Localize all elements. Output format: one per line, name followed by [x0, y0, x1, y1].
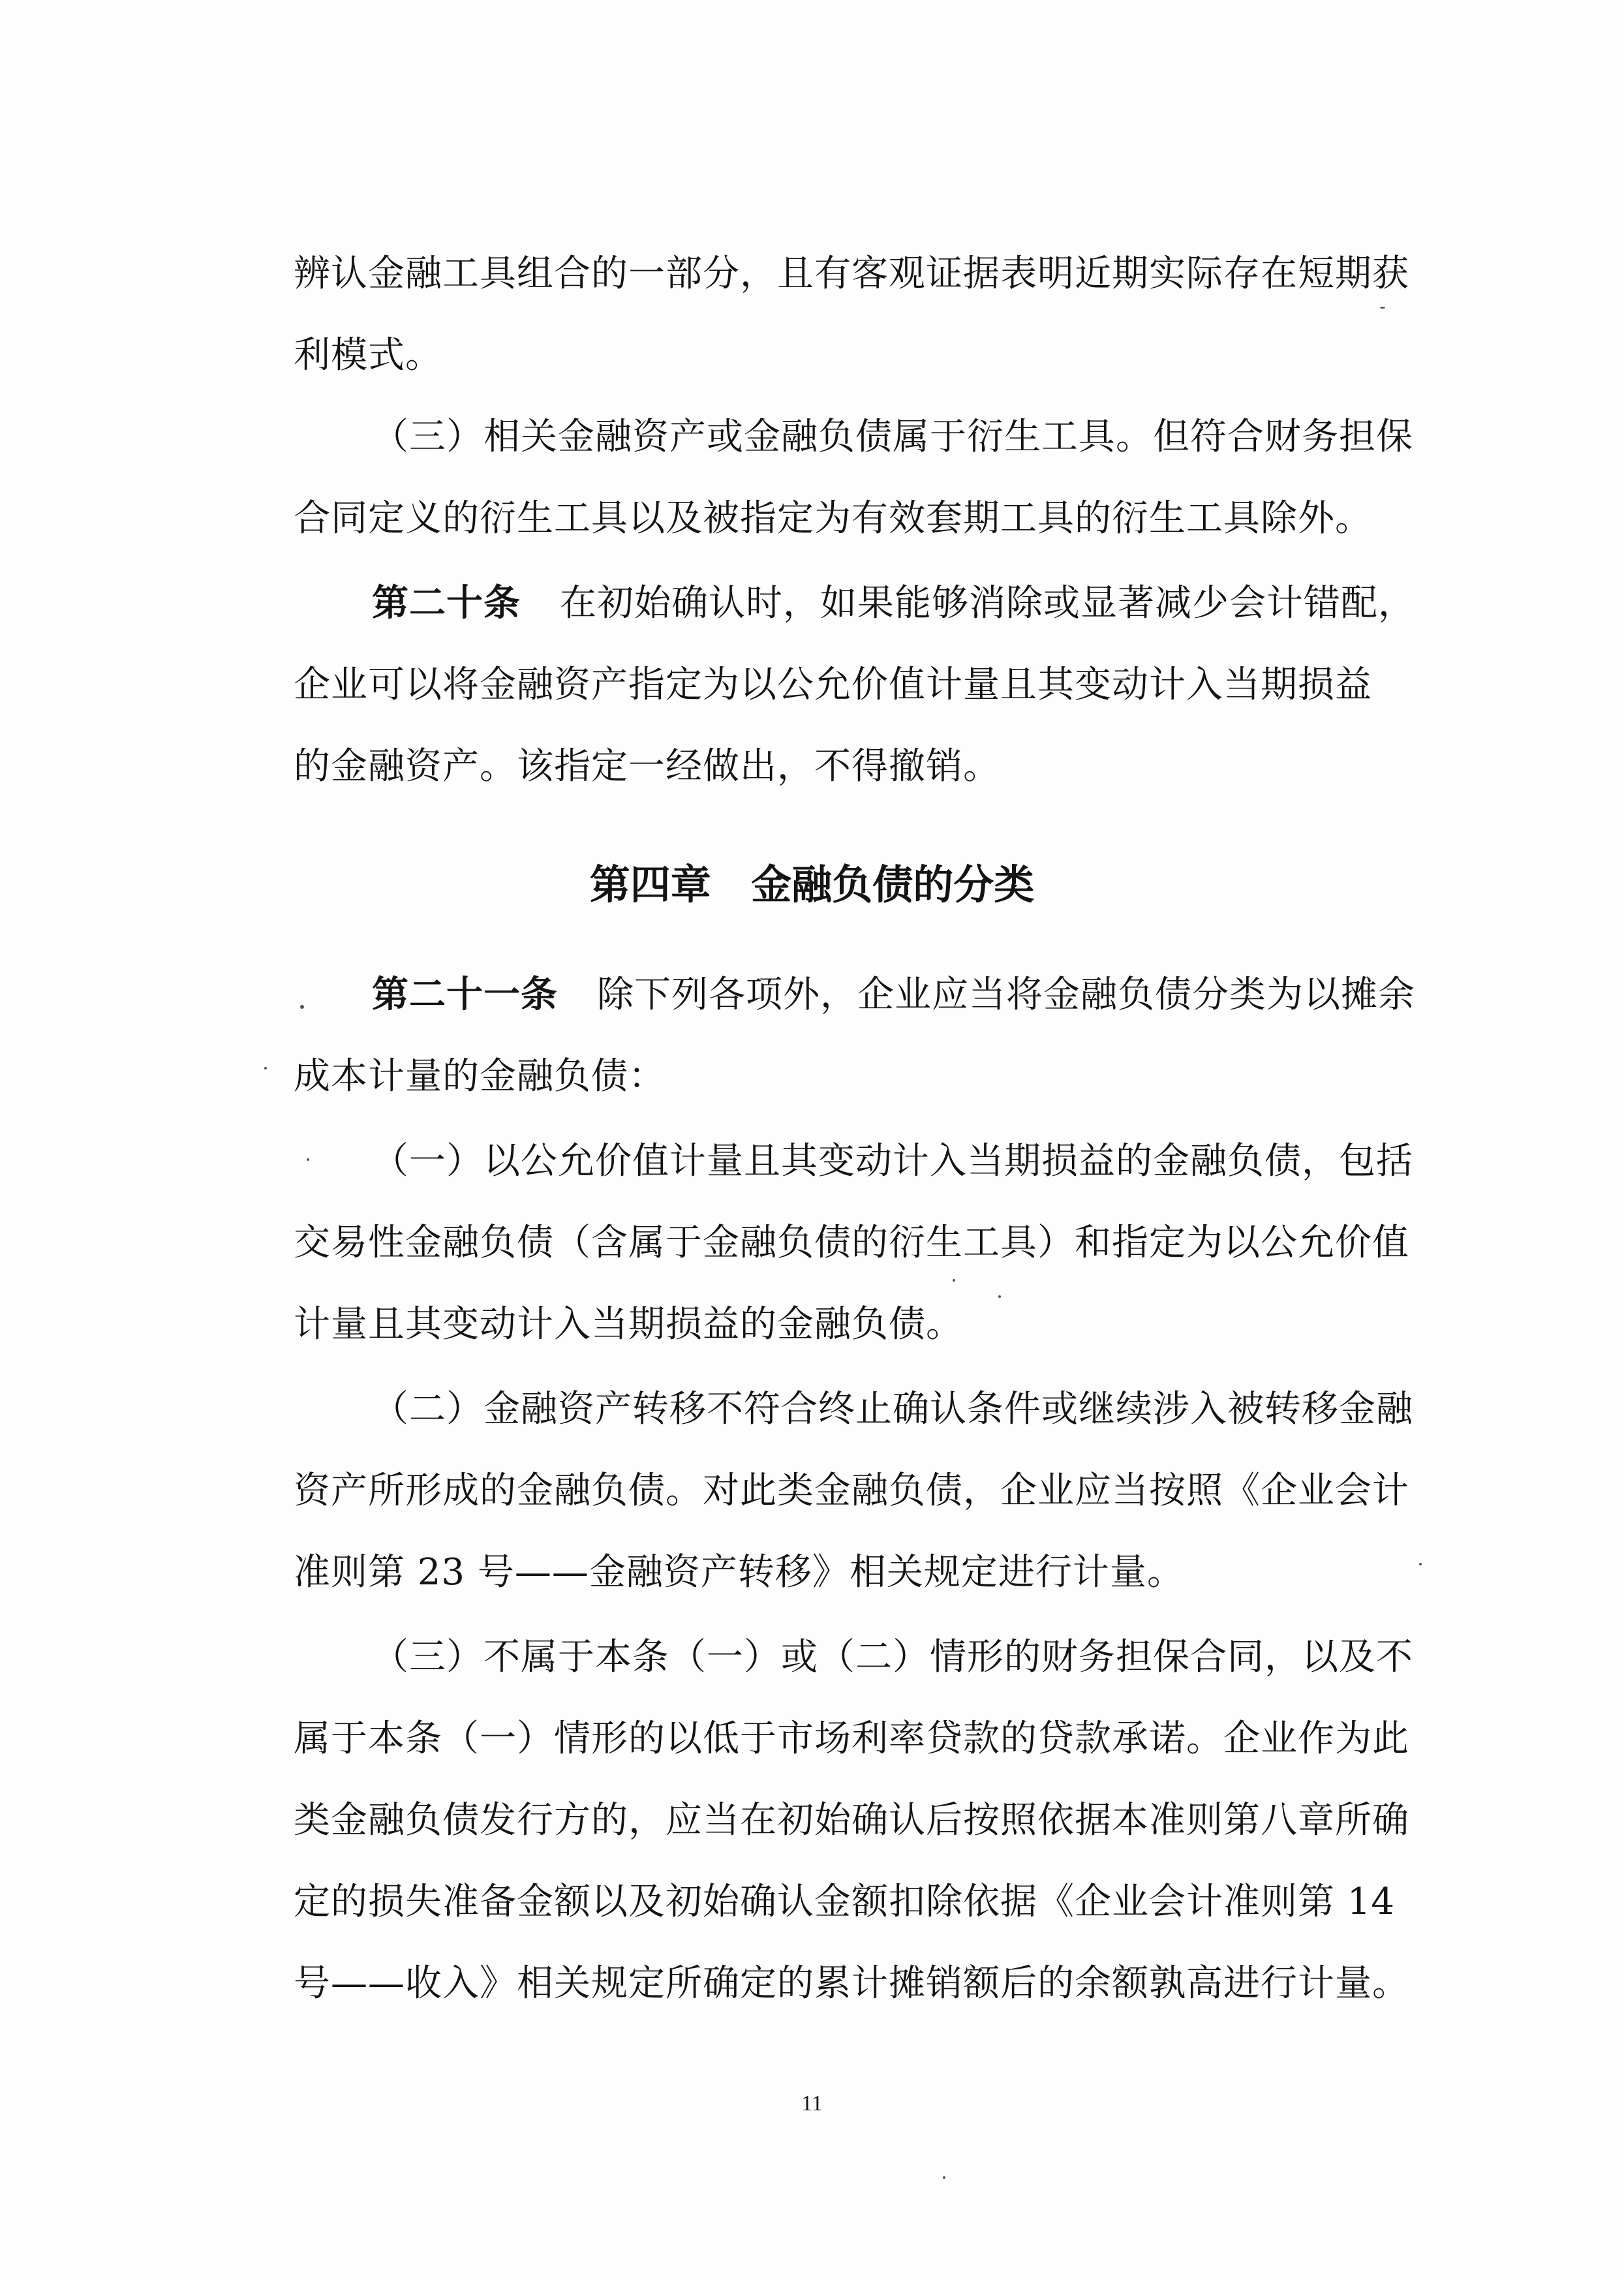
page-number: 11 [801, 2091, 823, 2116]
scan-speck [943, 2176, 945, 2179]
text-line-19: 定的损失准备金额以及初始确认金额扣除依据《企业会计准则第 14 [294, 1881, 1396, 1923]
article-21-text: 除下列各项外，企业应当将金融负债分类为以摊余 [597, 974, 1415, 1016]
text-line-15: 准则第 23 号——金融资产转移》相关规定进行计量。 [294, 1551, 1184, 1594]
text-line-9: 成本计量的金融负债： [294, 1055, 666, 1098]
text-line-4: 合同定义的衍生工具以及被指定为有效套期工具的衍生工具除外。 [294, 497, 1372, 540]
scan-speck [1380, 307, 1385, 309]
text-line-10: （一）以公允价值计量且其变动计入当期损益的金融负债，包括 [372, 1140, 1413, 1182]
scan-speck [1419, 1563, 1422, 1565]
scan-speck [953, 1279, 955, 1282]
article-20-text: 在初始确认时，如果能够消除或显著减少会计错配， [560, 582, 1415, 624]
text-line-2: 利模式。 [294, 334, 442, 377]
text-line-16: （三）不属于本条（一）或（二）情形的财务担保合同，以及不 [372, 1636, 1413, 1678]
text-line-12: 计量且其变动计入当期损益的金融负债。 [294, 1303, 963, 1346]
text-line-13: （二）金融资产转移不符合终止确认条件或继续涉入被转移金融 [372, 1388, 1413, 1430]
text-line-20: 号——收入》相关规定所确定的累计摊销额后的余额孰高进行计量。 [294, 1962, 1409, 2005]
text-line-6: 企业可以将金融资产指定为以公允价值计量且其变动计入当期损益 [294, 664, 1372, 706]
article-20-label: 第二十条 [372, 582, 521, 624]
text-line-17: 属于本条（一）情形的以低于市场利率贷款的贷款承诺。企业作为此 [294, 1718, 1409, 1760]
scan-speck [300, 1005, 304, 1009]
chapter-title: 第四章 金融负债的分类 [589, 861, 1035, 908]
text-line-18: 类金融负债发行方的，应当在初始确认后按照依据本准则第八章所确 [294, 1799, 1409, 1841]
text-line-7: 的金融资产。该指定一经做出，不得撤销。 [294, 745, 1000, 788]
article-20-line [372, 581, 1415, 626]
scan-speck [307, 1158, 309, 1161]
scan-speck [998, 1295, 1001, 1298]
article-21-label: 第二十一条 [372, 974, 558, 1016]
text-line-14: 资产所形成的金融负债。对此类金融负债，企业应当按照《企业会计 [294, 1470, 1409, 1512]
text-line-11: 交易性金融负债（含属于金融负债的衍生工具）和指定为以公允价值 [294, 1222, 1409, 1264]
text-line-1: 辨认金融工具组合的一部分，且有客观证据表明近期实际存在短期获 [294, 253, 1409, 295]
article-21-line [372, 972, 1415, 1018]
scan-speck [264, 1067, 267, 1070]
text-line-3: （三）相关金融资产或金融负债属于衍生工具。但符合财务担保 [372, 416, 1413, 458]
